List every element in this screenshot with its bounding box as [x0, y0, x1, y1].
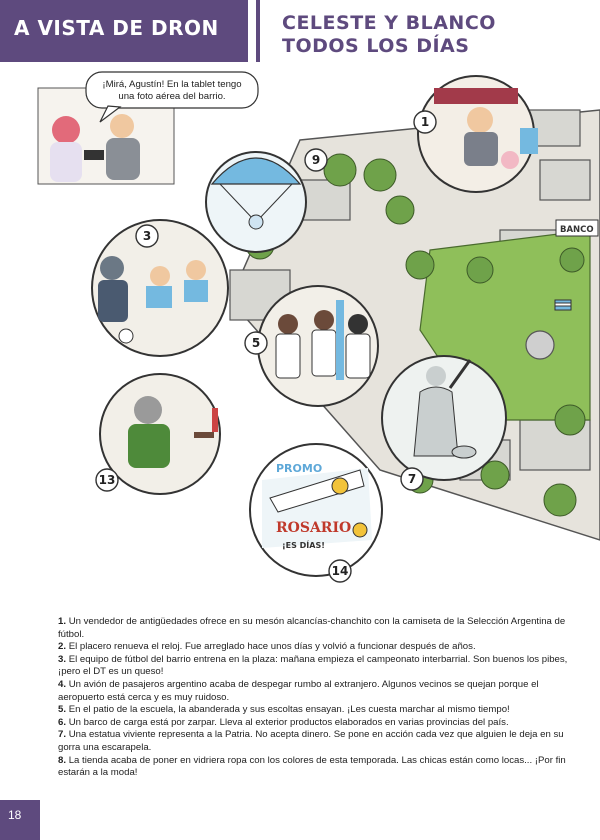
- header-title-box: [0, 0, 248, 62]
- speech-line-2: una foto aérea del barrio.: [118, 91, 226, 102]
- fountain-icon: [526, 331, 554, 359]
- caption-item: 7. Una estatua viviente representa a la Patria. No acepta dinero. Se pone en acción cada vez que alguien le deja en su gorra una escarapela.: [58, 729, 564, 753]
- svg-text:1: 1: [420, 115, 430, 129]
- caption-item: 1. Un vendedor de antigüedades ofrece en su mesón alcancías-chanchito con la camiseta de la Selección Argentina de fútbol.: [58, 616, 566, 640]
- callout-7: [401, 468, 423, 490]
- caption-item: 4. Un avión de pasajeros argentino acaba de despegar rumbo al extranjero. Algunos vecinos se quejan porque el aeropuerto está cerca y es muy ruidoso.: [58, 678, 539, 703]
- page-number: 18: [8, 808, 22, 822]
- svg-text:3: 3: [142, 229, 152, 243]
- caption-list: [58, 616, 576, 780]
- caption-item: 8. La tienda acaba de poner en vidriera ropa con los colores de esta temporada. Las chicas están como locas... ¡Por fin estarán a la moda!: [58, 754, 566, 779]
- page-number-tab: [0, 800, 40, 840]
- caption-item: 2. El placero renueva el reloj. Fue arreglado hace unos días y volvió a funcionar después de años.: [58, 641, 476, 653]
- svg-text:5: 5: [251, 336, 261, 350]
- caption-item: 5. En el patio de la escuela, la abanderada y sus escoltas ensayan. ¡Les cuesta marchar al mismo tiempo!: [58, 704, 510, 716]
- scene-3-soccer: [92, 220, 228, 356]
- bank-sign: [556, 220, 598, 236]
- svg-text:13: 13: [98, 473, 116, 487]
- callout-1: [414, 111, 436, 133]
- callout-14: [329, 560, 351, 582]
- callout-3: [136, 225, 158, 247]
- callout-5: [245, 332, 267, 354]
- scene-9-parachute: [206, 152, 306, 252]
- promo-label: PROMO: [276, 462, 323, 475]
- aerial-neighborhood-illustration: [0, 62, 600, 602]
- scene-13-knitting-grandma: [100, 374, 220, 494]
- bank-sign-label: BANCO: [560, 225, 594, 235]
- promo-city: ROSARIO: [276, 520, 352, 536]
- svg-text:14: 14: [331, 564, 349, 578]
- scene-7-living-statue: [382, 356, 506, 480]
- promo-bottom: ¡ES DÍAS!: [282, 541, 325, 550]
- caption-item: 6. Un barco de carga está por zarpar. Lleva al exterior productos elaborados en varias provincias del país.: [58, 716, 509, 728]
- speech-line-1: ¡Mirá, Agustín! En la tablet tengo: [102, 79, 242, 90]
- callout-13: [96, 469, 118, 491]
- section-title-line1: CELESTE Y BLANCO: [282, 12, 496, 34]
- header-divider: [256, 0, 260, 62]
- scene-5-flag-bearers: [258, 286, 378, 406]
- svg-text:9: 9: [311, 153, 321, 167]
- callout-9: [305, 149, 327, 171]
- caption-item: 3. El equipo de fútbol del barrio entrena en la plaza: mañana empieza el campeonato interbarrial. Son buenos los pibes, ¡pero el DT es un queso!: [58, 653, 568, 678]
- svg-text:7: 7: [407, 472, 417, 486]
- scene-14-promo: [250, 444, 382, 576]
- page-title: A VISTA DE DRON: [14, 16, 219, 40]
- section-title-line2: TODOS LOS DÍAS: [282, 35, 470, 57]
- section-title: [282, 12, 496, 58]
